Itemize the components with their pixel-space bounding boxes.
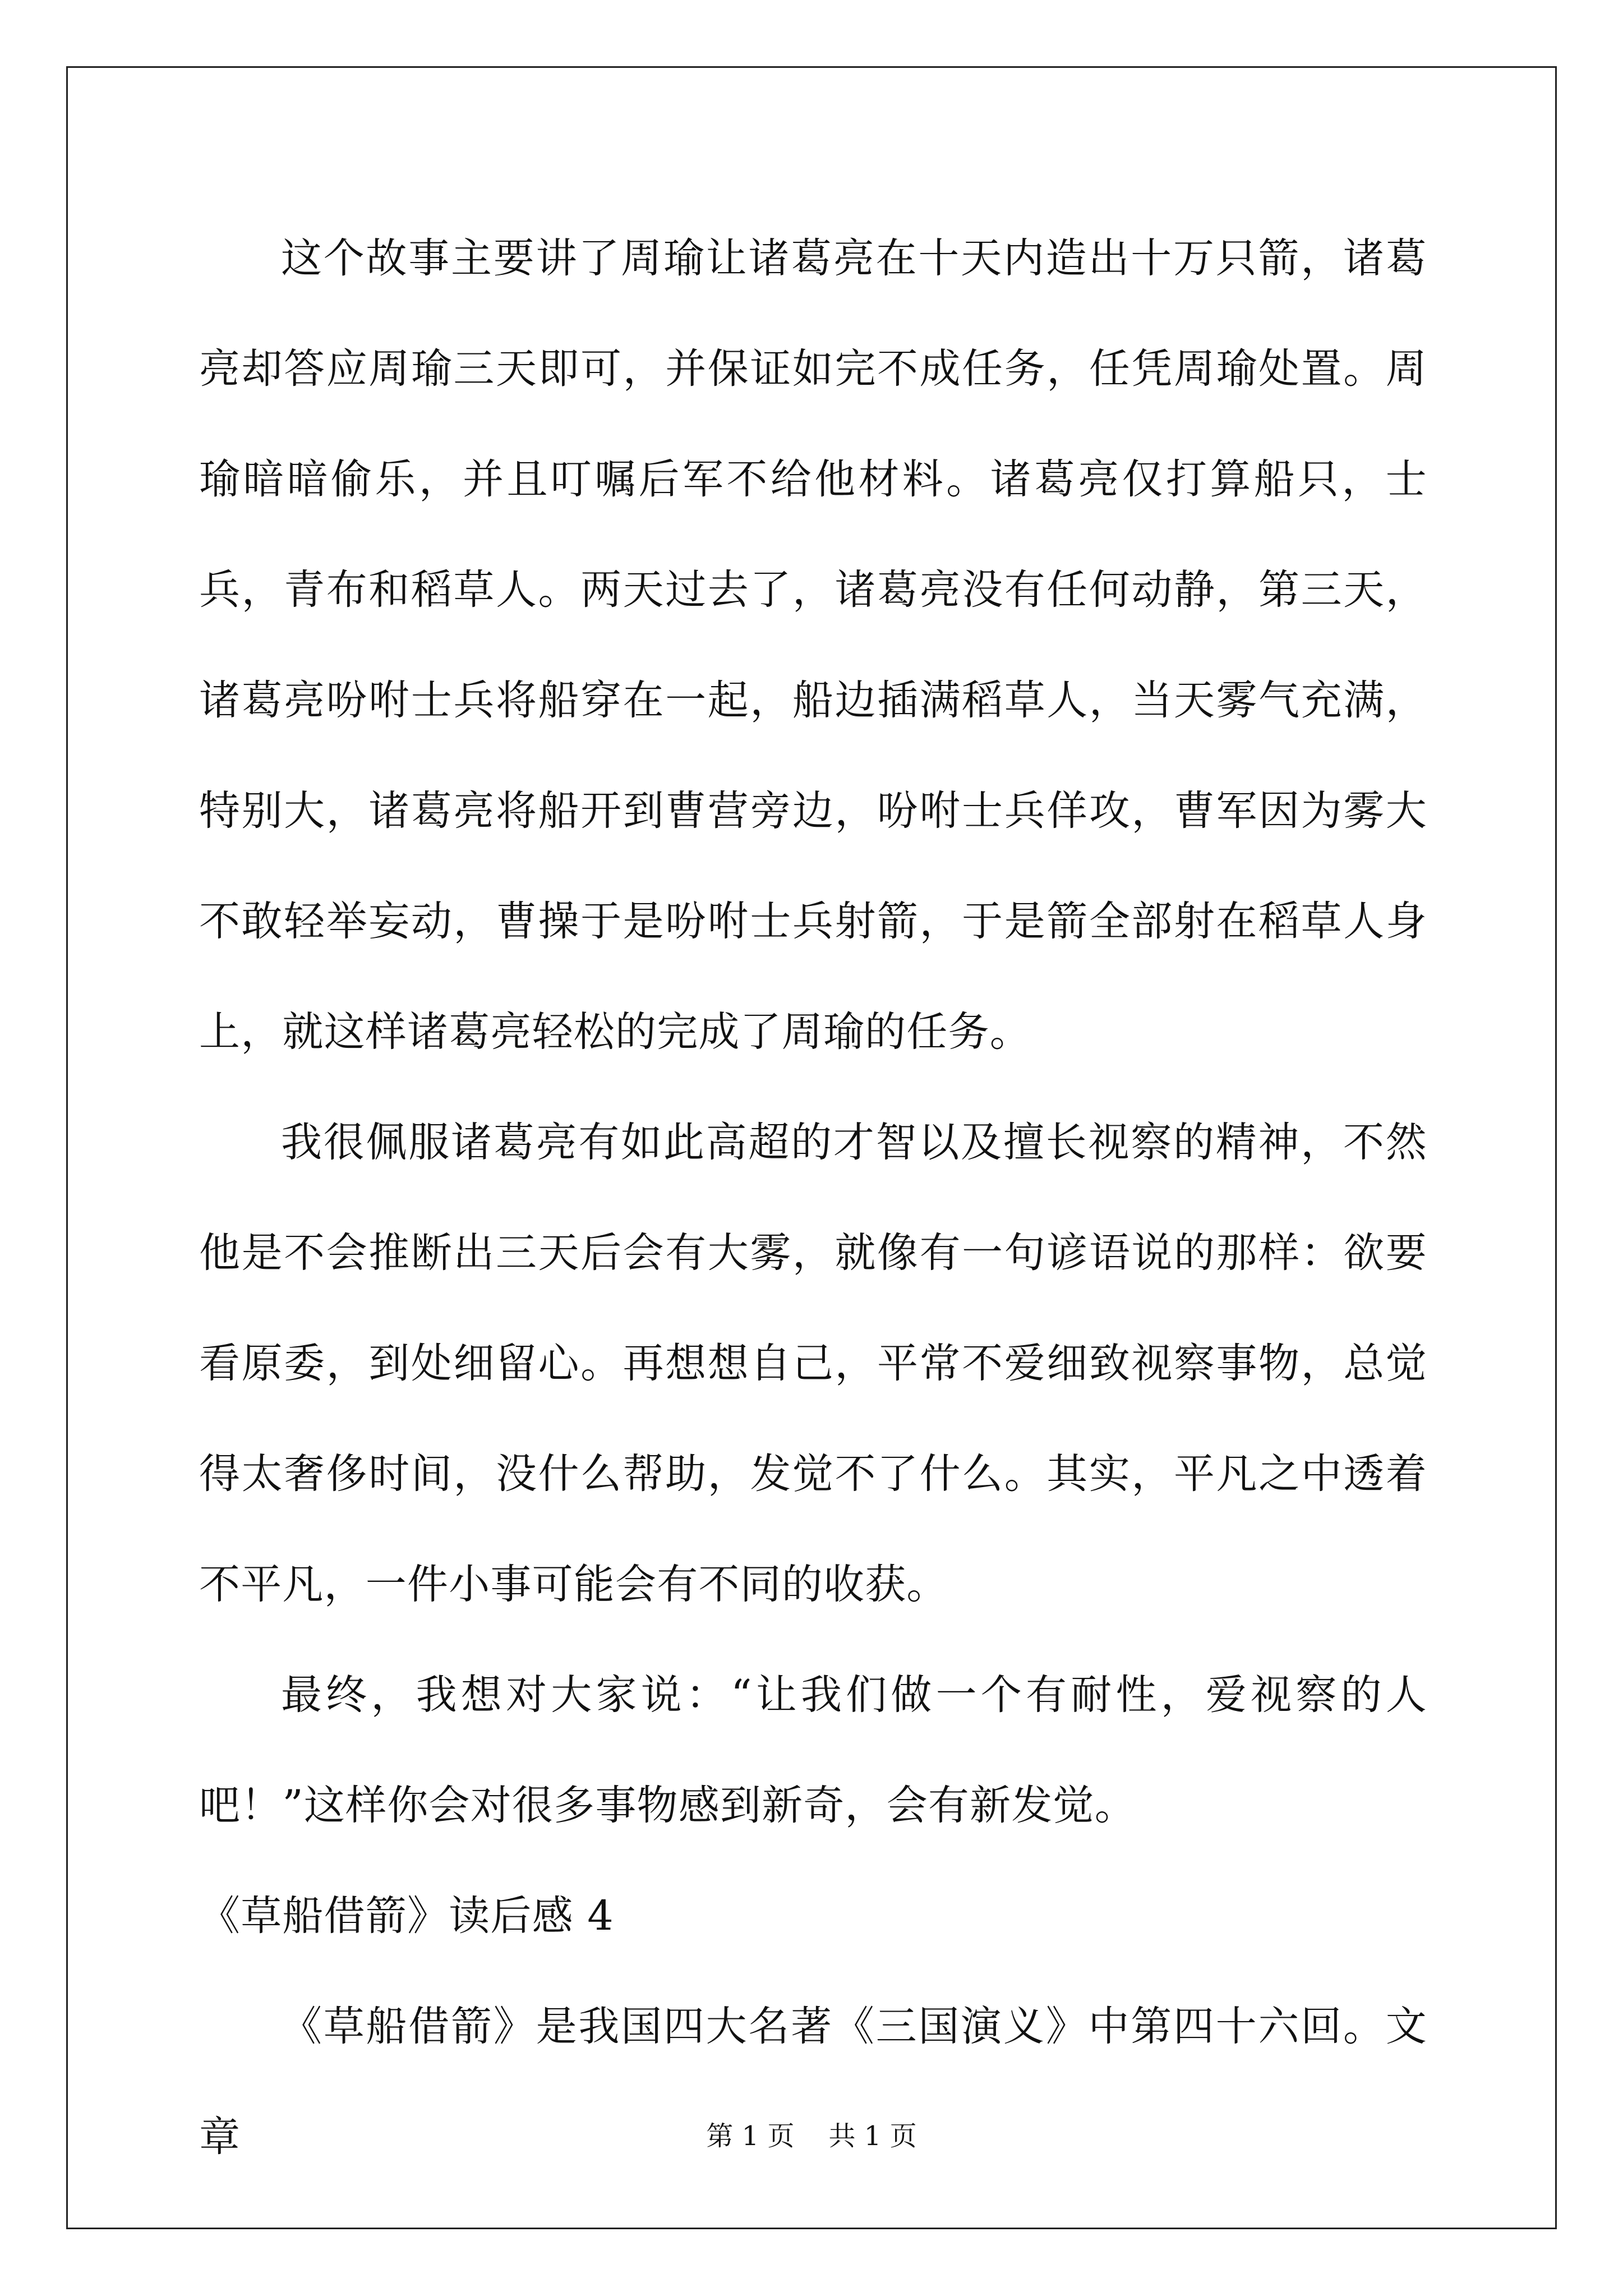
section-heading: 《草船借箭》读后感 4: [199, 1892, 614, 1940]
document-body: [199, 203, 1427, 2192]
paragraph-story-summary: 这个故事主要讲了周瑜让诸葛亮在十天内造出十万只箭，诸葛亮却答应周瑜三天即可，并保证如完不成任务，任凭周瑜处置。周瑜暗暗偷乐，并且叮嘱后军不给他材料。诸葛亮仅打算船只，士兵，青布和稻草人。两天过去了，诸葛亮没有任何动静，第三天，诸葛亮吩咐士兵将船穿在一起，船边插满稻草人，当天雾气充满，特别大，诸葛亮将船开到曹营旁边，吩咐士兵佯攻，曹军因为雾大不敢轻举妄动，曹操于是吩咐士兵射箭，于是箭全部射在稻草人身上，就这样诸葛亮轻松的完成了周瑜的任务。: [199, 234, 1427, 1056]
page-footer: 第 1 页 共 1 页: [706, 2120, 917, 2152]
paragraph-admiration: 我很佩服诸葛亮有如此高超的才智以及擅长视察的精神，不然他是不会推断出三天后会有大雾，就像有一句谚语说的那样：欲要看原委，到处细留心。再想想自己，平常不爱细致视察事物，总觉得太奢侈时间，没什么帮助，发觉不了什么。其实，平凡之中透着不平凡，一件小事可能会有不同的收获。: [199, 1119, 1427, 1608]
paragraph-conclusion: 最终，我想对大家说：“让我们做一个有耐性，爱视察的人吧！”这样你会对很多事物感到新奇，会有新发觉。: [199, 1671, 1427, 1829]
paragraph-next-essay: 《草船借箭》是我国四大名著《三国演义》中第四十六回。文章: [199, 2003, 1427, 2161]
